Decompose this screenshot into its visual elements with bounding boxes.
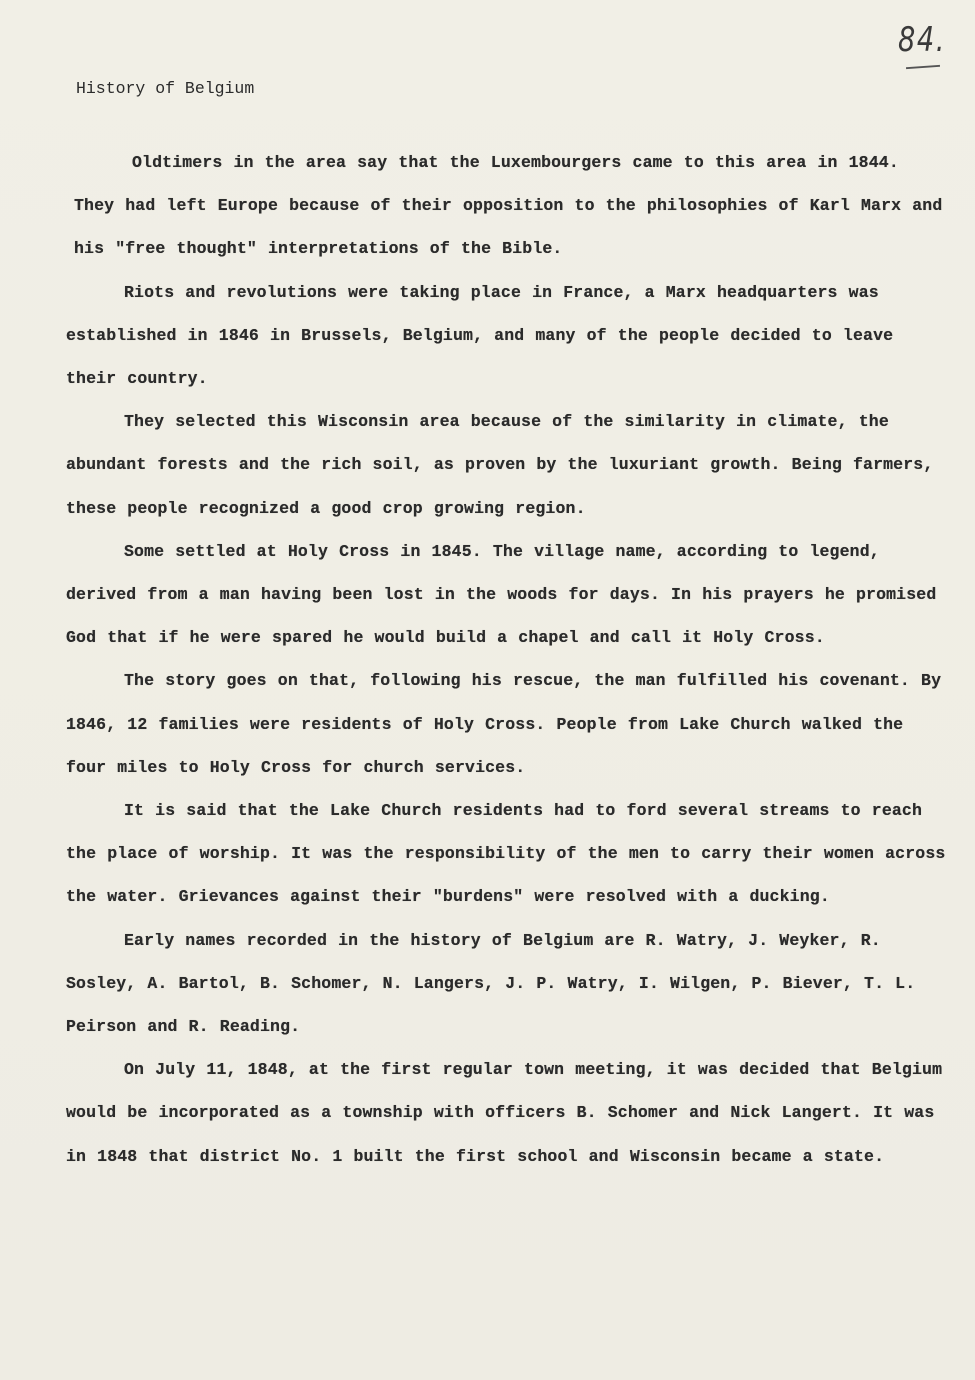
paragraph-1: Oldtimers in the area say that the Luxembourgers came to this area in 1844. They had left Europe because of their opposition to the philosophies of Karl Marx and his "free thought" interpretations of the Bible. [74,153,943,259]
paragraph-5: The story goes on that, following his rescue, the man fulfilled his covenant. By 1846, 12 families were residents of Holy Cross. People from Lake Church walked the four miles to Holy Cross for church services. [66,671,942,777]
page-number: 84. [898,20,947,60]
document-body [66,141,946,1178]
paragraph-6: It is said that the Lake Church residents had to ford several streams to reach the place of worship. It was the responsibility of the men to carry their women across the water. Grievances against their "burdens" were resolved with a ducking. [66,801,946,907]
paragraph-3: They selected this Wisconsin area because of the similarity in climate, the abundant forests and the rich soil, as proven by the luxuriant growth. Being farmers, these people recognized a good crop growing region. [66,412,934,518]
document-title: History of Belgium [76,79,255,98]
paragraph-8: On July 11, 1848, at the first regular town meeting, it was decided that Belgium would be incorporated as a township with officers B. Schomer and Nick Langert. It was in 1848 that district No. 1 built the first school and Wisconsin became a state. [66,1060,943,1166]
paragraph-2: Riots and revolutions were taking place in France, a Marx headquarters was established in 1846 in Brussels, Belgium, and many of the people decided to leave their country. [66,282,894,389]
page-number-underline [906,65,940,69]
paragraph-4: Some settled at Holy Cross in 1845. The village name, according to legend, derived from a man having been lost in the woods for days. In his prayers he promised God that if he were spared he would build a chapel and call it Holy Cross. [66,541,937,648]
paragraph-7: Early names recorded in the history of Belgium are R. Watry, J. Weyker, R. Sosley, A. Bartol, B. Schomer, N. Langers, J. P. Watry, I. Wilgen, P. Biever, T. L. Peirson and R. Reading. [66,930,916,1037]
